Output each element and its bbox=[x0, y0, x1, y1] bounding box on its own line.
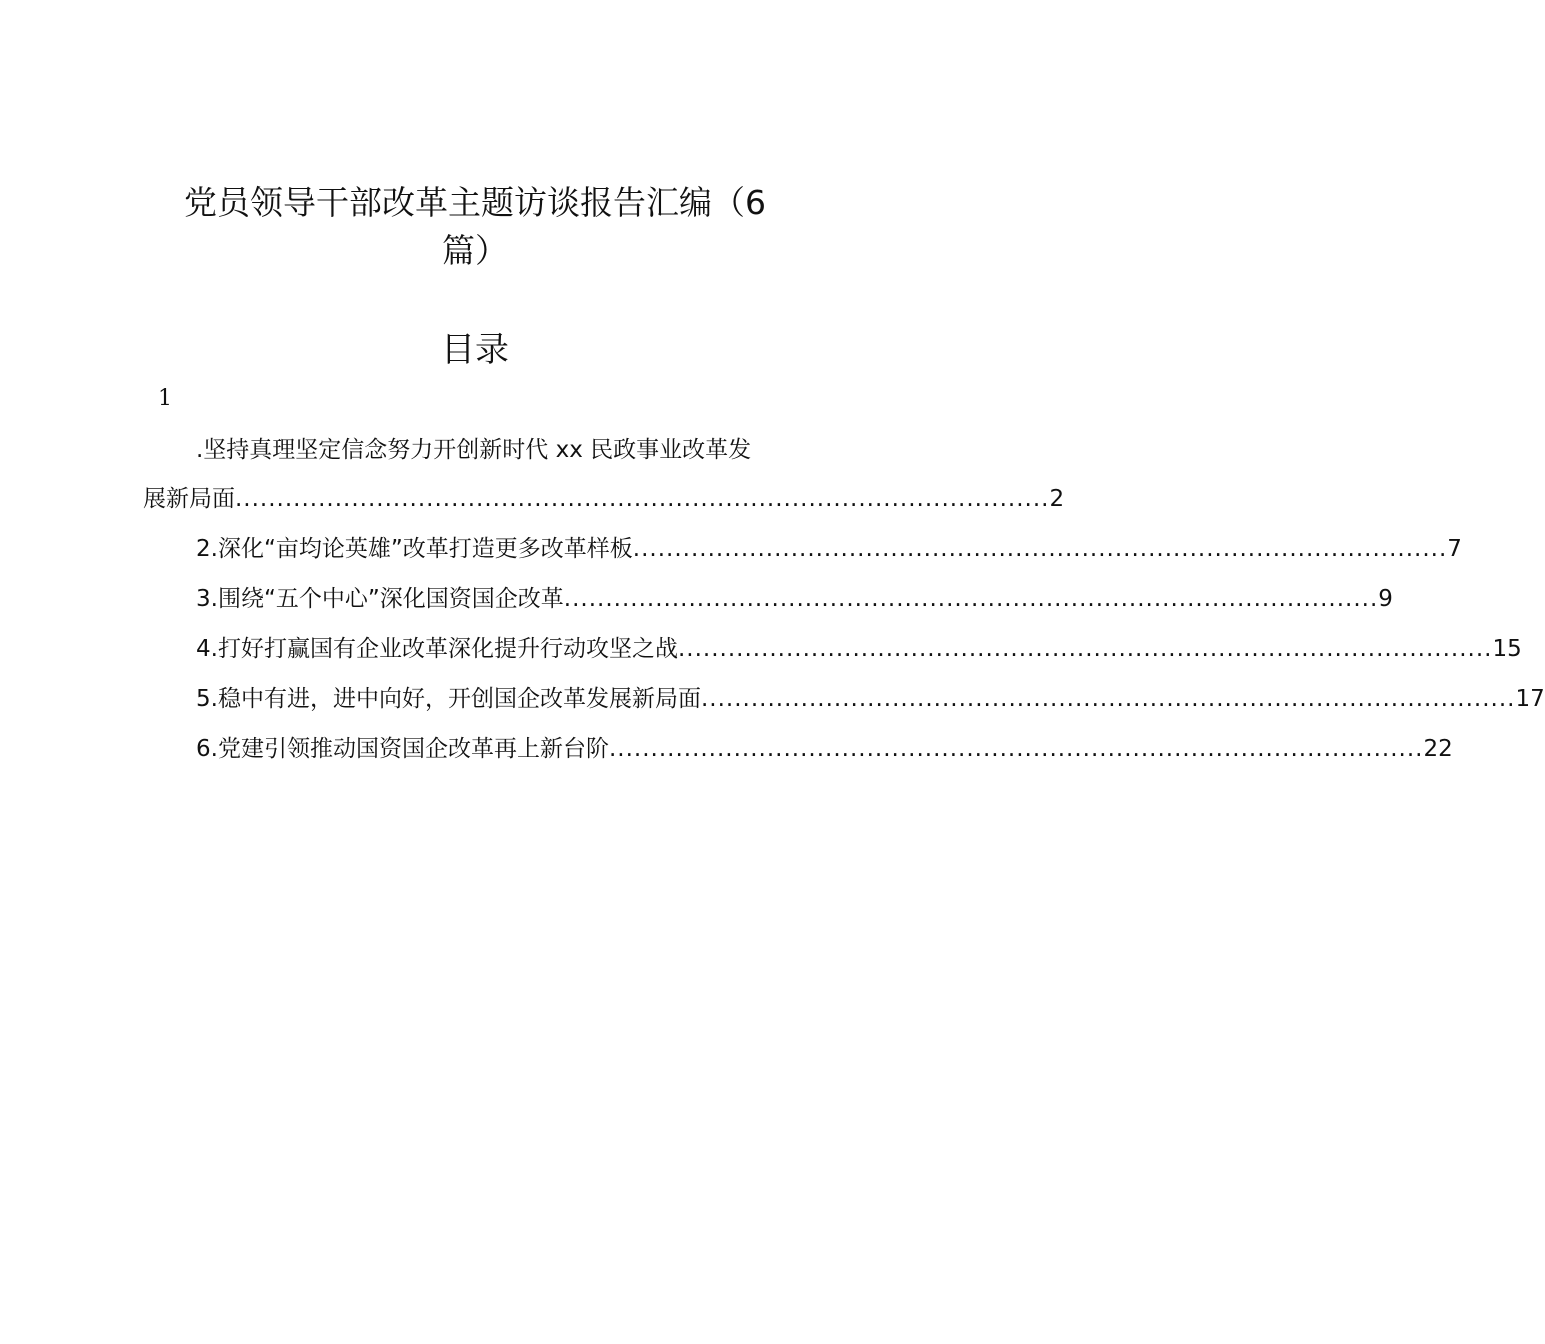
document-title-line-2: 篇） bbox=[442, 231, 508, 270]
stray-number: 1 bbox=[158, 386, 172, 411]
toc-leader-dots: .................................................................................................. bbox=[632, 536, 1448, 562]
toc-leader-dots: .................................................................................................. bbox=[235, 486, 1050, 512]
toc-entry-label: 2.深化“亩均论英雄”改革打造更多改革样板 bbox=[196, 536, 633, 562]
toc-page-number: 7 bbox=[1447, 536, 1462, 562]
toc-page-number: 22 bbox=[1423, 736, 1453, 762]
toc-entry-1-line-1[interactable]: .坚持真理坚定信念努力开创新时代 xx 民政事业改革发 bbox=[196, 437, 752, 463]
toc-leader-dots: .................................................................................................. bbox=[563, 586, 1379, 612]
toc-entry-2[interactable] bbox=[196, 534, 1462, 564]
toc-entry-3[interactable] bbox=[196, 584, 1393, 614]
toc-entry-label: 展新局面 bbox=[143, 486, 235, 512]
toc-page-number: 17 bbox=[1515, 686, 1545, 712]
toc-entry-label: 4.打好打赢国有企业改革深化提升行动攻坚之战 bbox=[196, 636, 678, 662]
toc-heading: 目录 bbox=[441, 330, 509, 370]
toc-page-number: 9 bbox=[1378, 586, 1393, 612]
toc-leader-dots: .................................................................................................. bbox=[700, 686, 1516, 712]
toc-entry-4[interactable] bbox=[196, 634, 1522, 664]
toc-leader-dots: .................................................................................................. bbox=[608, 736, 1424, 762]
toc-entry-5[interactable] bbox=[196, 684, 1545, 714]
toc-page-number: 15 bbox=[1492, 636, 1522, 662]
toc-page-number: 2 bbox=[1049, 486, 1065, 512]
toc-entry-label: 6.党建引领推动国资国企改革再上新台阶 bbox=[196, 736, 609, 762]
toc-entry-6[interactable] bbox=[196, 734, 1453, 764]
toc-leader-dots: .................................................................................................. bbox=[677, 636, 1493, 662]
toc-entry-label: 5.稳中有进，进中向好，开创国企改革发展新局面 bbox=[196, 686, 701, 712]
toc-entry-1-line-2[interactable] bbox=[143, 484, 1065, 514]
document-title-line-1: 党员领导干部改革主题访谈报告汇编（6 bbox=[184, 183, 766, 222]
toc-entry-label: 3.围绕“五个中心”深化国资国企改革 bbox=[196, 586, 564, 612]
